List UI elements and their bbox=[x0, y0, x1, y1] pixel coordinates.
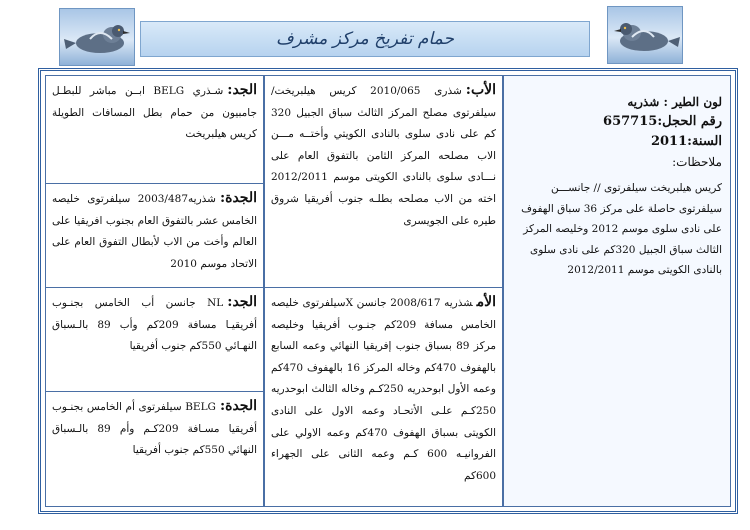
pigeon-logo-left bbox=[59, 8, 135, 66]
paternal-grandfather-cell bbox=[46, 76, 263, 183]
ring-number-value: 657715 bbox=[603, 114, 658, 129]
maternal-grandfather-cell bbox=[46, 287, 263, 391]
maternal-grandfather-heading: الجد: bbox=[227, 294, 257, 310]
mother-text: شذريه 2008/617 جانسن Xسيلفرتوى خليصه الخامس مسافة 209كم جنـوب أفريقيا وخليصه مركز 89 بسباق جنوب إفريقيا النهائي وعمه السابع بالهفوف 470كم وخاله المركز 16 بالهفوف 470كم وعمه الأول ابوحدريه 250كـم وخاله الثالث ابوحدريه 250كـم علـى الأتحـاد وعمه الاول على النادى الكويتى بسباق الهفوف 470كم وعمه الاولي على الفروانيـه 600 كـم وعمه الثانى على الجهراء 600كم bbox=[271, 297, 496, 482]
year-row bbox=[510, 132, 722, 152]
mother-cell bbox=[265, 287, 502, 506]
bird-info-panel bbox=[503, 75, 731, 507]
pigeon-logo-right bbox=[607, 6, 683, 64]
year-label: السنة: bbox=[687, 134, 722, 149]
maternal-grandmother-cell bbox=[46, 391, 263, 506]
bird-color-value: شذريه bbox=[627, 95, 660, 109]
maternal-grandfather-text: NL جانسن أب الخامس بجنـوب أفريقيـا مسافة 209كم وأب 89 بالـسباق النهـائي 550كم جنوب أفريقيا bbox=[52, 297, 257, 353]
father-text: شذرى 2010/065 كريس هيلبريخت/سيلفرتوى مصلح المركز الثالث سباق الجبيل 320 كم على نادى سلوى بالنادى الكويتي وأختــه مـــن الاب مصلحه المركز الثامن بالتفوق العام على نـــادى سلوى بالنادى الكويتى موسم 2012/2011 اخته من الاب مصلحه بطلـه جنوب أفريقيا شروق طيره على الجويسرى bbox=[271, 85, 496, 227]
paternal-grandfather-heading: الجد: bbox=[227, 82, 257, 98]
father-cell bbox=[265, 76, 502, 287]
page-title: حمام تفريخ مركز مشرف bbox=[276, 29, 454, 49]
bird-color-row bbox=[510, 92, 722, 112]
parents-column bbox=[264, 75, 503, 507]
maternal-grandmother-text: BELG سيلفرتوى أم الخامس بجنـوب أفريقيا مسـافة 209كـم وأم 89 بالـسباق النهائي 550كم جنوب أفريقيا bbox=[52, 401, 257, 457]
paternal-grandmother-text: شذريه2003/487 سيلفرتوى خليصه الخامس عشر بالتفوق العام بجنوب افريقيا على العالم وأخت من الاب لأبطال التفوق العام على الاتحاد موسم 2010 bbox=[52, 193, 257, 270]
pigeon-icon bbox=[608, 7, 683, 64]
bird-color-label: لون الطير : bbox=[659, 95, 722, 109]
year-value: 2011 bbox=[650, 134, 688, 149]
paternal-grandmother-heading: الجدة: bbox=[219, 190, 257, 206]
maternal-grandmother-heading: الجدة: bbox=[219, 398, 257, 414]
title-banner bbox=[140, 21, 590, 57]
grandparents-column bbox=[45, 75, 264, 507]
ring-number-row bbox=[510, 112, 722, 132]
mother-heading: الأم bbox=[476, 294, 496, 310]
notes-label: ملاحظات: bbox=[672, 155, 722, 169]
notes-text: كريس هيلبريخت سيلفرتوى // جانســـن سيلفرتوى حاصلة على مركز 36 سباق الهفوف على نادى سلوى موسم 2012 وخليصه المركز الثالث سباق الجبيل 320كم على نادى سلوى بالنادى الكويتى موسم 2012/2011 bbox=[521, 182, 722, 276]
ring-number-label: رقم الحجل: bbox=[657, 114, 722, 129]
paternal-grandfather-text: شـذري BELG ابــن مباشر للبطـل جامبيون من حمام بطل المسافات الطويلة كريس هيلبريخت bbox=[52, 85, 257, 141]
father-heading: الأب: bbox=[465, 82, 497, 98]
paternal-grandmother-cell bbox=[46, 183, 263, 287]
pigeon-icon bbox=[60, 9, 135, 66]
pedigree-frame bbox=[38, 68, 738, 514]
